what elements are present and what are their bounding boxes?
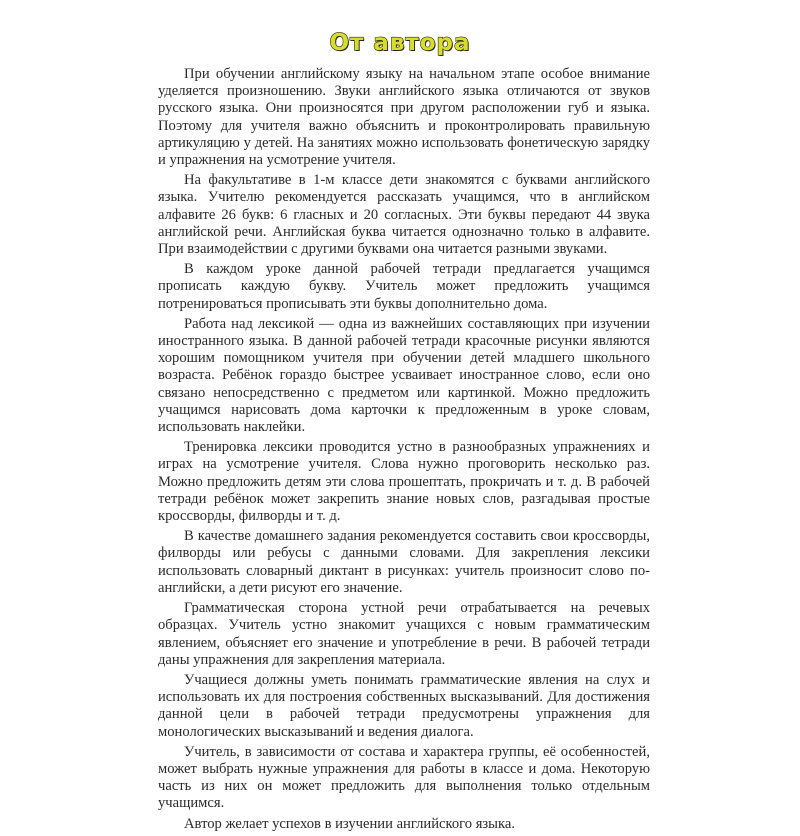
paragraph: В каждом уроке данной рабочей тетради предлагается учащимся прописать каждую букву. Учитель может предложить учащимся потренироваться прописывать эти буквы дополнительно дома. <box>158 261 650 312</box>
paragraph: Работа над лексикой — одна из важнейших составляющих при изучении иностранного языка. В данной рабочей тетради красочные рисунки являются хорошим помощником учителя при обучении детей младшего школьного возраста. Ребёнок гораздо быстрее усваивает иностранное слово, если оно связано непосредственно с предметом или картинкой. Можно предложить учащимся нарисовать дома карточки к предложенным в уроке словам, использовать наклейки. <box>158 315 650 436</box>
paragraph: Грамматическая сторона устной речи отрабатывается на речевых образцах. Учитель устно знакомит учащихся с новым грамматическим явлением, объясняет его значение и употребление в речи. В рабочей тетради даны упражнения для закрепления материала. <box>158 600 650 668</box>
paragraph: В качестве домашнего задания рекомендуется составить свои кроссворды, филворды или ребусы с данными словами. Для закрепления лексики использовать словарный диктант в рисунках: учитель произносит слово по-английски, а дети рисуют его значение. <box>158 528 650 596</box>
paragraph: Автор желает успехов в изучении английского языка. <box>184 815 515 832</box>
paragraph: На факультативе в 1-м классе дети знакомятся с буквами английского языка. Учителю рекомендуется рассказать учащимся, что в английском алфавите 26 букв: 6 гласных и 20 согласных. Эти буквы передают 44 звука английской речи. Английская буква читается однозначно только в алфавите. При взаимодействии с другими буквами она читается разными звуками. <box>158 172 650 258</box>
paragraph: При обучении английскому языку на начальном этапе особое внимание уделяется произношению. Звуки английского языка отличаются от звуков русского языка. Они произносятся при другом расположении губ и языка. Поэтому для учителя важно объяснить и проконтролировать правильную артикуляцию у детей. На занятиях можно использовать фонетическую зарядку и упражнения на усмотрение учителя. <box>158 66 650 169</box>
paragraph: Учащиеся должны уметь понимать грамматические явления на слух и использовать их для построения собственных высказываний. Для достижения данной цели в рабочей тетради предусмотрены упражнения для монологических высказываний и ведения диалога. <box>158 671 650 740</box>
page-title: От автора <box>329 30 471 56</box>
paragraph: Учитель, в зависимости от состава и характера группы, её особенностей, может выбрать нужные упражнения для работы в классе и дома. Некоторую часть из них он может предложить для выполнения только отдельным учащимся. <box>158 743 650 812</box>
paragraph: Тренировка лексики проводится устно в разнообразных упражнениях и играх на усмотрение учителя. Слова нужно проговорить несколько раз. Можно предложить детям эти слова прошептать, прокричать и т. д. В рабочей тетради ребёнок может закрепить знание новых слов, разгадывая простые кроссворды, филворды и т. д. <box>158 439 650 525</box>
body-text <box>158 66 650 836</box>
